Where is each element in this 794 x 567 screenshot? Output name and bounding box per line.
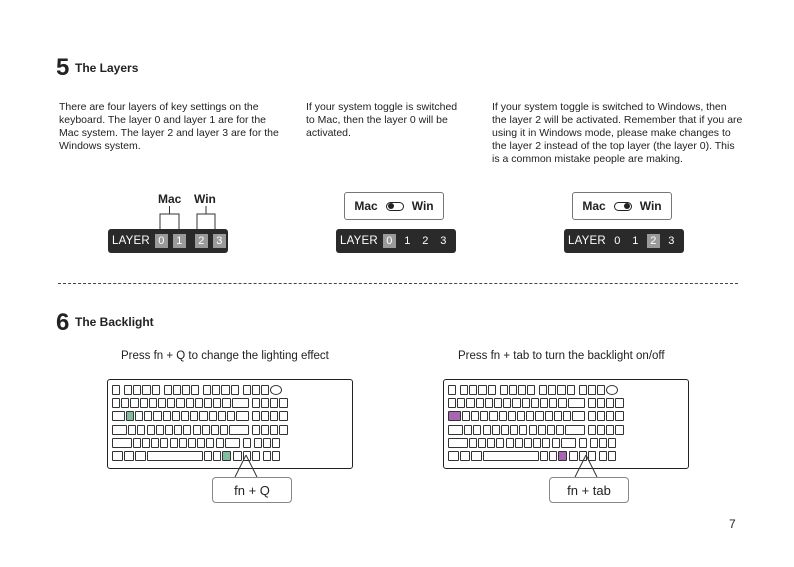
keyboard-key [448,425,463,435]
keyboard-key [261,411,269,421]
layer-0-key: 0 [383,234,396,248]
section-divider [58,283,738,284]
keyboard-key [270,425,278,435]
keyboard-key [460,451,471,461]
keyboard-key [151,438,159,448]
keyboard-key [193,425,201,435]
keyboard-key [135,411,143,421]
keyboard-key [597,385,605,395]
mac-mode-paragraph: If your system toggle is switched to Mac, then the layer 0 will be activated. [306,101,458,139]
toggle-win-label: Win [411,199,434,213]
keyboard-key [243,438,251,448]
keyboard-key [476,398,484,408]
keyboard-key [203,385,211,395]
keyboard-key [496,438,504,448]
keyboard-key [557,385,565,395]
layer-label: LAYER [340,235,378,247]
keyboard-key [615,398,623,408]
keyboard-key [152,385,160,395]
keyboard-key [124,385,132,395]
keyboard-key [153,411,161,421]
keyboard-key [270,398,278,408]
keyboard-key [112,385,120,395]
keyboard-key [279,398,287,408]
keyboard-key [597,425,605,435]
keyboard-key [232,398,249,408]
keyboard-key [112,451,123,461]
keyboard-key [529,425,537,435]
keyboard-key [487,438,495,448]
keyboard-key [133,438,141,448]
keyboard-key [549,398,557,408]
keyboard-key [252,411,260,421]
keyboard-key [561,438,576,448]
section-6-title: The Backlight [75,315,154,329]
keyboard-key [579,438,587,448]
keyboard-key [579,385,587,395]
keyboard-key [448,438,468,448]
keyboard-key [448,385,456,395]
layer-2-key: 2 [647,234,660,248]
keyboard-key [499,411,507,421]
keyboard-key [231,385,239,395]
keyboard-key [500,385,508,395]
keyboard-key [261,398,269,408]
keyboard-key [471,451,482,461]
keyboard-key [142,438,150,448]
highlighted-key [448,411,461,421]
section-5-number: 5 [56,54,70,81]
keyboard-key [213,398,221,408]
layer-1-key: 1 [404,235,411,247]
layer-label: LAYER [568,235,606,247]
keyboard-key [539,385,547,395]
keyboard-key [517,411,525,421]
layer-1-key: 1 [173,234,186,248]
keyboard-key [471,411,479,421]
keyboard-key [128,425,136,435]
keyboard-key [227,411,235,421]
keyboard-key [137,425,145,435]
keyboard-key [181,411,189,421]
keyboard-key [485,398,493,408]
keyboard-key [558,398,566,408]
keyboard-key [225,438,240,448]
keyboard-key [229,425,249,435]
section-6-number: 6 [56,309,70,336]
layer-3-key: 3 [213,234,226,248]
keyboard-key [174,425,182,435]
keyboard-key [565,425,585,435]
keyboard-key [588,411,596,421]
keyboard-key [133,385,141,395]
keyboard-key [199,411,207,421]
backlight-effect-caption: Press fn + Q to change the lighting effect [121,350,329,362]
keyboard-key [599,438,607,448]
keyboard-key [608,438,616,448]
keyboard-key [588,425,596,435]
keyboard-key [216,438,224,448]
keyboard-key [135,451,146,461]
toggle-win-label: Win [639,199,662,213]
keyboard-key [164,385,172,395]
layers-intro-paragraph: There are four layers of key settings on the keyboard. The layer 0 and layer 1 are for the Mac system. The layer 2 and layer 3 are for the Windows system. [59,101,279,152]
keyboard-key [448,451,459,461]
keyboard-key [190,411,198,421]
keyboard-key [509,385,517,395]
mac-bracket-label: Mac [158,192,182,206]
key-combo-fn-q: fn + Q [212,477,292,503]
keyboard-key [554,411,562,421]
keyboard-key [197,438,205,448]
keyboard-key [515,438,523,448]
layer-bar-win [564,229,684,253]
system-toggle-win [572,192,672,220]
keyboard-key [195,398,203,408]
keyboard-key [261,425,269,435]
keyboard-key [469,385,477,395]
keyboard-key [478,438,486,448]
keyboard-key [478,385,486,395]
keyboard-key [160,438,168,448]
keyboard-key [606,425,614,435]
keyboard-key [460,385,468,395]
keyboard-key [209,411,217,421]
keyboard-key [221,385,229,395]
backlight-toggle-caption: Press fn + tab to turn the backlight on/off [458,350,665,362]
page-number: 7 [729,517,736,531]
keyboard-key [112,425,127,435]
keyboard-key [212,385,220,395]
keyboard-key [165,425,173,435]
keyboard-key [526,411,534,421]
keyboard-key [206,438,214,448]
system-toggle-mac [344,192,444,220]
keyboard-key [494,398,502,408]
keyboard-key [527,385,535,395]
keyboard-key [144,411,152,421]
keyboard-key [156,425,164,435]
win-bracket-label: Win [194,192,216,206]
keyboard-key [149,398,157,408]
keyboard-key [524,438,532,448]
keyboard-key [512,398,520,408]
keyboard-key [547,425,555,435]
keyboard-key [457,398,465,408]
keyboard-key [545,411,553,421]
keyboard-key [506,438,514,448]
keyboard-key [606,398,614,408]
keyboard-key [270,411,278,421]
keyboard-key [112,398,120,408]
keyboard-key [503,398,511,408]
keyboard-key [469,438,477,448]
keyboard-key [535,411,543,421]
keyboard-key [147,425,155,435]
layer-label: LAYER [112,235,150,247]
keyboard-key [464,425,472,435]
keyboard-key [140,398,148,408]
keyboard-key [563,411,571,421]
keyboard-key [538,425,546,435]
keyboard-key [147,451,204,461]
keyboard-key [597,411,605,421]
keyboard-key [588,398,596,408]
keyboard-key [501,425,509,435]
layer-2-key: 2 [195,234,208,248]
keyboard-key [279,411,287,421]
keyboard-key [615,425,623,435]
keyboard-key [170,438,178,448]
keyboard-key [142,385,150,395]
keyboard-key [272,438,280,448]
keyboard-key [448,398,456,408]
keyboard-key [112,438,132,448]
keyboard-key [615,411,623,421]
keyboard-key [204,398,212,408]
keyboard-key [124,451,135,461]
layer-3-key: 3 [440,235,447,247]
toggle-switch-icon [386,202,404,211]
keyboard-key [522,398,530,408]
section-5-title: The Layers [75,61,139,75]
highlighted-key [126,411,134,421]
keyboard-key [222,398,230,408]
keyboard-key [112,411,125,421]
keyboard-key [254,438,262,448]
keyboard-key [542,438,550,448]
windows-mode-paragraph: If your system toggle is switched to Windows, then the layer 2 will be activated. Remember that if you are using it in Windows mode, please make changes to the layer 2 instead of the top layer (the layer 0). This is a common mistake people are making. [492,101,743,165]
keyboard-key [130,398,138,408]
keyboard-key [488,385,496,395]
keyboard-key [179,438,187,448]
keyboard-key [243,385,251,395]
key-combo-fn-tab: fn + tab [549,477,629,503]
keyboard-key [172,411,180,421]
keyboard-key [183,425,191,435]
keyboard-key [163,411,171,421]
keyboard-key [279,425,287,435]
keyboard-key [236,411,249,421]
keyboard-key [182,385,190,395]
keyboard-key [263,438,271,448]
keyboard-key [173,385,181,395]
keyboard-key [188,438,196,448]
knob-icon [270,385,282,395]
keyboard-key [158,398,166,408]
keyboard-key [466,398,474,408]
keyboard-key [252,398,260,408]
toggle-switch-icon [614,202,632,211]
keyboard-key [121,398,129,408]
keyboard-key [473,425,481,435]
keyboard-key [533,438,541,448]
keyboard-key [548,385,556,395]
keyboard-key [597,398,605,408]
keyboard-key [261,385,269,395]
layer-1-key: 1 [632,235,639,247]
keyboard-key [176,398,184,408]
layer-bar-all [108,229,228,253]
keyboard-key [510,425,518,435]
keyboard-key [220,425,228,435]
keyboard-key [483,425,491,435]
toggle-mac-label: Mac [354,199,378,213]
keyboard-key [483,451,540,461]
layer-2-key: 2 [422,235,429,247]
keyboard-key [540,398,548,408]
keyboard-key [572,411,585,421]
keyboard-key [480,411,488,421]
knob-icon [606,385,618,395]
keyboard-key [568,398,585,408]
keyboard-key [191,385,199,395]
keyboard-key [519,425,527,435]
toggle-mac-label: Mac [582,199,606,213]
keyboard-key [518,385,526,395]
keyboard-key [590,438,598,448]
layer-bar-mac [336,229,456,253]
layer-0-key: 0 [614,235,621,247]
keyboard-key [202,425,210,435]
keyboard-key [211,425,219,435]
keyboard-key [508,411,516,421]
keyboard-key [556,425,564,435]
keyboard-key [167,398,175,408]
keyboard-key [489,411,497,421]
keyboard-key [492,425,500,435]
layer-0-key: 0 [155,234,168,248]
keyboard-key [218,411,226,421]
keyboard-key [186,398,194,408]
keyboard-key [567,385,575,395]
keyboard-key [588,385,596,395]
keyboard-key [606,411,614,421]
layer-3-key: 3 [668,235,675,247]
keyboard-key [552,438,560,448]
keyboard-key [252,425,260,435]
keyboard-key [252,385,260,395]
keyboard-key [462,411,470,421]
keyboard-key [531,398,539,408]
